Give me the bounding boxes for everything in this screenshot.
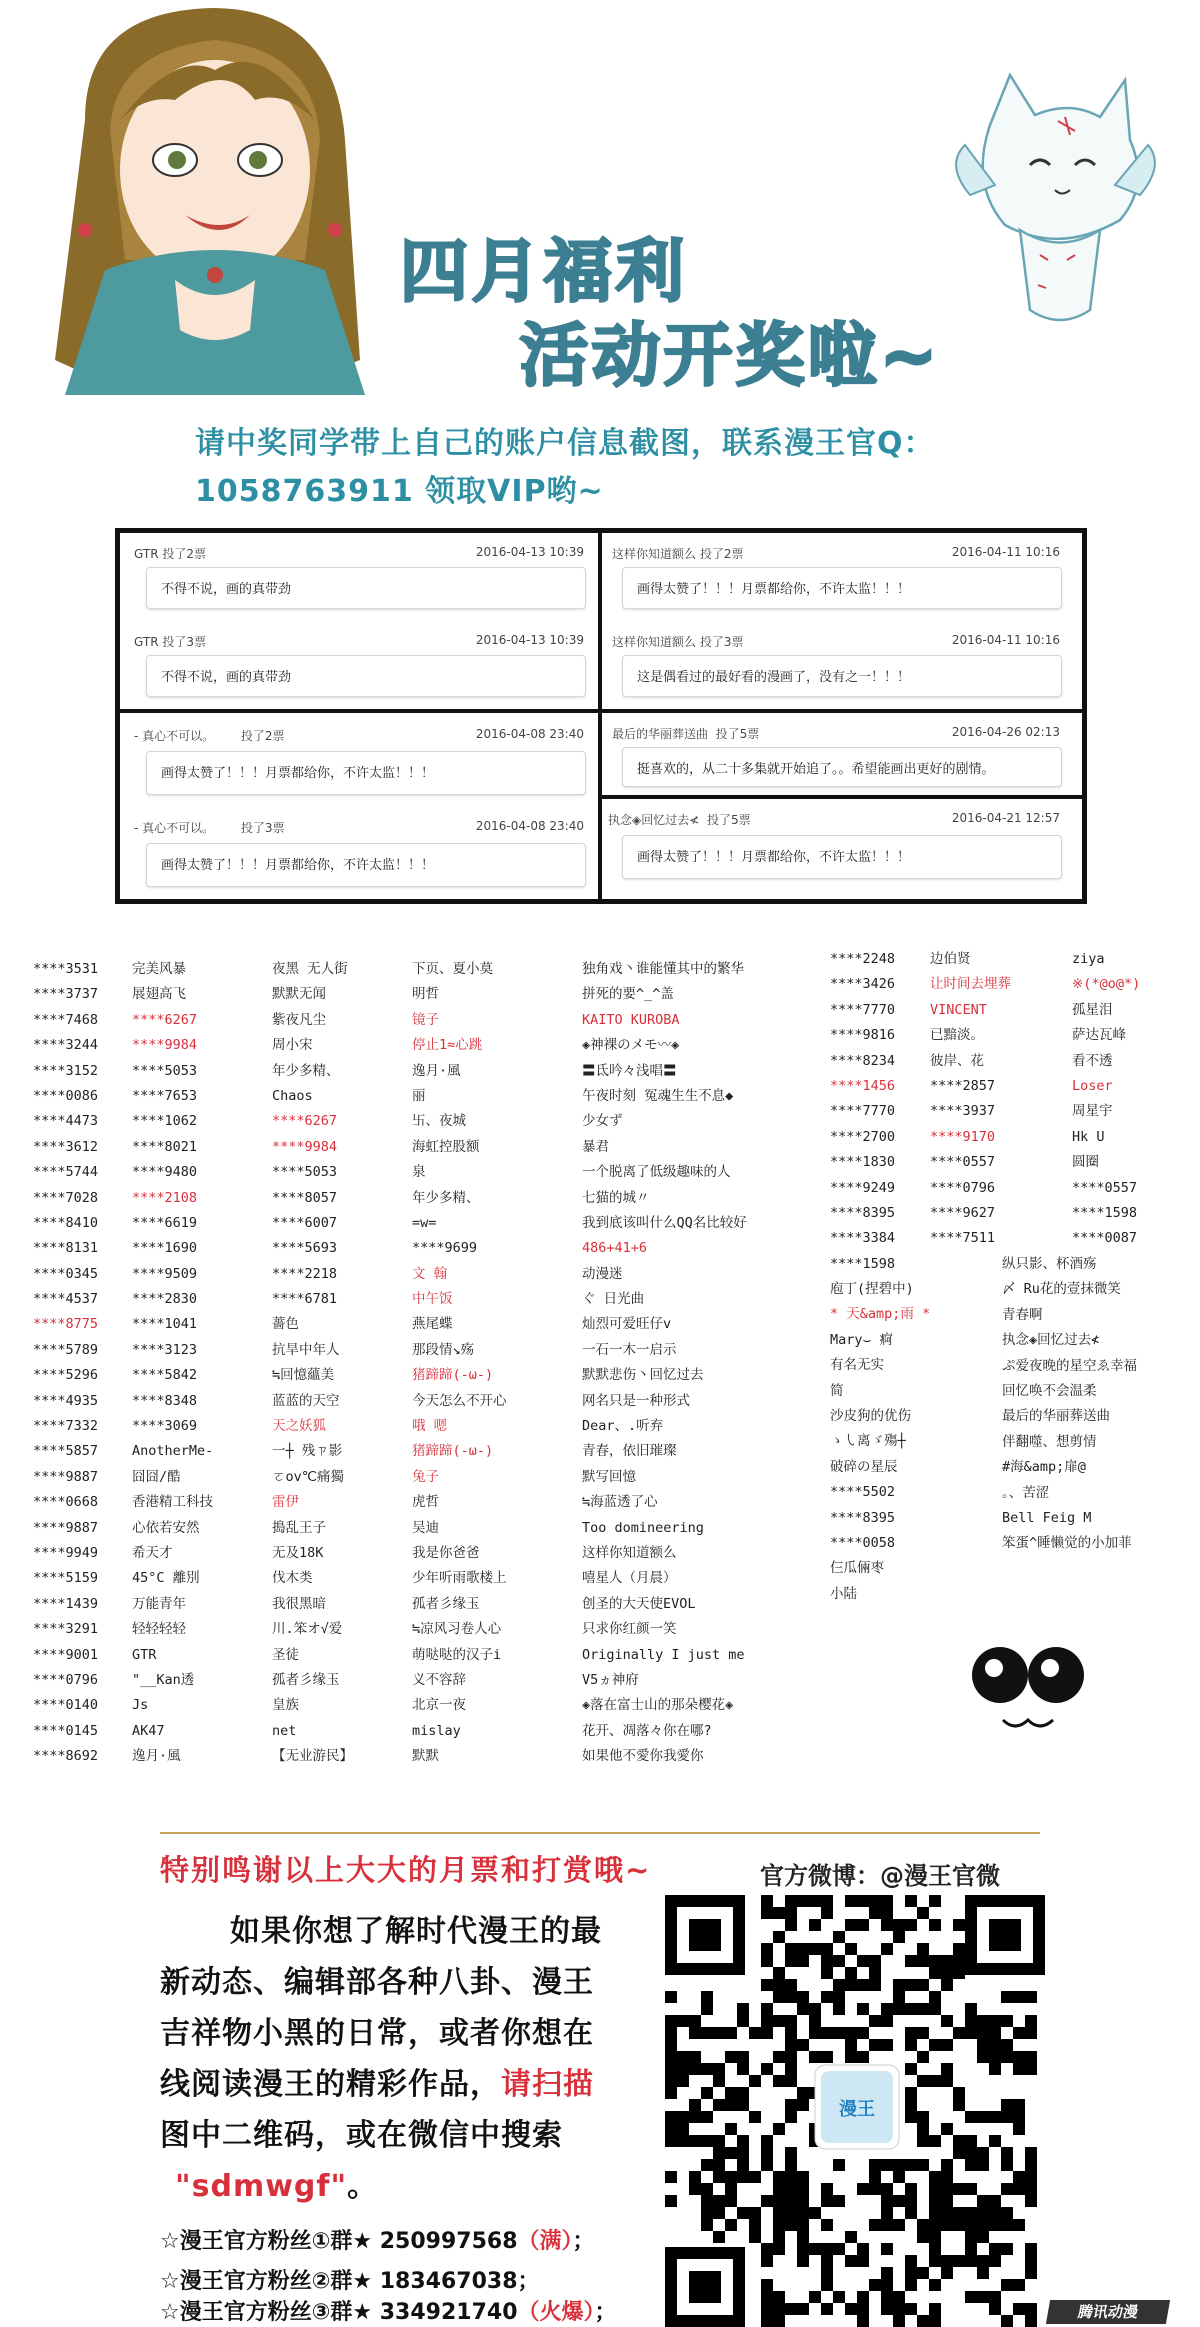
- winner-name: 。、苦涩: [1002, 1484, 1050, 1501]
- winners-column-9: [1002, 1252, 1137, 1557]
- winner-name: 【无业游民】: [272, 1748, 353, 1765]
- winner-name: 虎哲: [412, 1494, 439, 1511]
- winner-name: 年少多精、: [412, 1189, 480, 1206]
- winner-name: 一石一木一启示: [582, 1341, 677, 1358]
- winner-name: Dear、.听弃: [582, 1418, 664, 1435]
- comment-bubble: 挺喜欢的，从二十多集就开始追了。。希望能画出更好的剧情。: [622, 747, 1062, 787]
- winner-name: * 天&amp;雨 *: [830, 1306, 931, 1323]
- winner-name: ****0796: [33, 1671, 99, 1688]
- winner-name: 回忆唤不会温柔: [1002, 1382, 1097, 1399]
- winner-name: ≒海蓝透了心: [582, 1494, 658, 1511]
- winner-name: ****4935: [33, 1392, 99, 1409]
- winner-name: ****9001: [33, 1646, 99, 1663]
- promo-line-5: 图中二维码，或在微信中搜索: [160, 2118, 563, 2153]
- winner-name: ****8348: [132, 1392, 198, 1409]
- winner-name: Hk U: [1072, 1128, 1105, 1145]
- winner-name: 少女ず: [582, 1113, 623, 1130]
- winner-name: 执念◈回忆过去≮: [1002, 1332, 1100, 1349]
- black-blob-mascot: [968, 1640, 1088, 1740]
- winner-name: 明哲: [412, 986, 439, 1003]
- winner-name: ****9699: [412, 1240, 478, 1257]
- winner-name: Originally I just me: [582, 1646, 745, 1663]
- winner-name: Bell Feig M: [1002, 1509, 1092, 1526]
- winner-name: 破碎の星辰: [830, 1458, 898, 1475]
- winner-name: 孤者彡缘玉: [412, 1595, 480, 1612]
- winner-name: net: [272, 1722, 297, 1739]
- winner-name: ゝ㇂离ゞ殤┼: [830, 1433, 906, 1450]
- winner-name: Mary⌣ 痾: [830, 1331, 894, 1348]
- winners-column-4: [412, 957, 507, 1770]
- winner-name: ****3244: [33, 1037, 99, 1054]
- qr-logo-text: 漫王: [839, 2099, 875, 2120]
- winner-name: ****9984: [272, 1138, 338, 1155]
- winner-name: 蓝蓝的天空: [272, 1392, 340, 1409]
- winner-name: 少年听雨歌楼上: [412, 1570, 507, 1587]
- winner-name: ****1598: [1072, 1204, 1138, 1221]
- promo-line-2: 新动态、编辑部各种八卦、漫王: [160, 1965, 594, 2000]
- winner-name: 萨达瓦峰: [1072, 1027, 1126, 1044]
- winner-name: ****8692: [33, 1748, 99, 1765]
- winner-name: 午夜时刻 冤魂生生不息◆: [582, 1087, 734, 1104]
- winner-name: VINCENT: [930, 1001, 987, 1018]
- winner-name: 看不透: [1072, 1052, 1113, 1069]
- winner-name: 如果他不愛你我愛你: [582, 1748, 704, 1765]
- winner-name: 轻轻轻轻: [132, 1621, 186, 1638]
- winner-name: 展翅高飞: [132, 986, 186, 1003]
- girl-character-illustration: [25, 0, 385, 395]
- winner-name: ****0345: [33, 1265, 99, 1282]
- winner-name: 逸月·風: [412, 1062, 461, 1079]
- winner-name: ****0086: [33, 1087, 99, 1104]
- screenshot-card: - 真心不可以。 投了2票 2016-04-08 23:40 画得太赞了！！！月票都给你，不许太监！！！ - 真心不可以。 投了3票 2016-04-08 23:40 画得太赞了！！！月票都给你，不许太监！！！: [118, 711, 600, 901]
- winner-name: ****0668: [33, 1494, 99, 1511]
- winner-name: mislay: [412, 1722, 461, 1739]
- headline-april-benefits: 四月福利: [400, 233, 689, 312]
- winner-name: 紫夜凡尘: [272, 1011, 326, 1028]
- winner-name: ≒凉风习卷人心: [412, 1621, 502, 1638]
- winner-name: 心依若安然: [132, 1519, 200, 1536]
- winner-name: ****1062: [132, 1113, 198, 1130]
- winner-name: 庖丁(捏碧中): [830, 1281, 914, 1298]
- winner-name: ****3123: [132, 1341, 198, 1358]
- comment-screenshots-grid: [115, 528, 1087, 904]
- winner-name: 纵只影、杯酒殇: [1002, 1256, 1097, 1272]
- winner-name: 哦 嗯: [412, 1418, 448, 1435]
- winner-name: ****1456: [830, 1077, 896, 1094]
- winner-name: ****3384: [830, 1230, 896, 1247]
- winner-name: KAITO KUROBA: [582, 1011, 680, 1028]
- comment-bubble: 不得不说，画的真带劲: [146, 655, 586, 697]
- winner-name: ****6267: [132, 1011, 198, 1028]
- winner-name: 丽: [412, 1087, 426, 1104]
- winner-name: 486+41+6: [582, 1240, 648, 1257]
- winner-name: ****7770: [830, 1001, 896, 1018]
- winner-name: 薔色: [272, 1316, 299, 1333]
- winner-name: 已黯淡。: [930, 1027, 984, 1044]
- promo-line-6: "sdmwgf"。: [175, 2169, 379, 2204]
- winner-name: ****3737: [33, 986, 99, 1003]
- winner-name: ※(*@o@*): [1072, 976, 1141, 993]
- winner-name: 义不容辞: [412, 1671, 466, 1688]
- winner-name: ****7468: [33, 1011, 99, 1028]
- winner-name: ****0557: [1072, 1179, 1138, 1196]
- winner-name: ****8395: [830, 1509, 896, 1526]
- winner-name: 周星宇: [1072, 1103, 1113, 1120]
- winner-name: ****7770: [830, 1103, 896, 1120]
- winner-name: ****6267: [272, 1113, 338, 1130]
- winner-name: 万能青年: [132, 1595, 186, 1612]
- winner-name: V5ヵ神府: [582, 1671, 639, 1688]
- winner-name: ****0557: [930, 1154, 996, 1171]
- winner-name: 默默悲伤丶回忆过去: [582, 1367, 704, 1384]
- winner-name: #海&amp;扉@: [1002, 1459, 1086, 1476]
- winner-name: ****2108: [132, 1189, 198, 1206]
- winner-name: ****0140: [33, 1697, 99, 1714]
- winner-name: ****9249: [830, 1179, 896, 1196]
- winner-name: 让时间去埋葬: [930, 976, 1011, 993]
- winner-name: GTR: [132, 1646, 157, 1663]
- winner-name: ****5502: [830, 1484, 896, 1501]
- winner-name: 年少多精、: [272, 1062, 340, 1079]
- winner-name: 动漫迷: [582, 1265, 623, 1282]
- qr-code[interactable]: [665, 1895, 1045, 2327]
- winners-column-2: [132, 957, 213, 1770]
- winner-name: 文 翰: [412, 1265, 448, 1282]
- winner-name: 猪蹄蹄(-ω-): [412, 1367, 494, 1384]
- comment-bubble: 画得太赞了！！！月票都给你，不许太监！！！: [622, 835, 1062, 879]
- winner-name: 停止1≈心跳: [412, 1037, 483, 1054]
- winner-name: 默写回憶: [582, 1468, 636, 1485]
- winner-name: ****2700: [830, 1128, 896, 1145]
- winner-name: 圣徒: [272, 1646, 299, 1663]
- winner-name: 猪蹄蹄(-ω-): [412, 1443, 494, 1460]
- winner-name: 皇族: [272, 1697, 299, 1714]
- winner-name: 逸月·風: [132, 1748, 181, 1765]
- winner-name: ****8057: [272, 1189, 338, 1206]
- winner-name: 七猫的城〃: [582, 1189, 650, 1206]
- winner-name: 暴君: [582, 1138, 609, 1155]
- winner-name: ****5744: [33, 1164, 99, 1181]
- winner-name: ****2857: [930, 1077, 996, 1094]
- winner-name: ㄛov℃痛獨: [272, 1468, 344, 1485]
- winner-name: ≒回憶蘊美: [272, 1367, 335, 1384]
- winner-name: ****2248: [830, 951, 896, 967]
- winner-name: ****9984: [132, 1037, 198, 1054]
- winner-name: 〓氐吟々浅唱〓: [582, 1062, 677, 1079]
- winner-name: 川.笨オ√爱: [272, 1621, 343, 1638]
- winner-name: 简: [830, 1382, 844, 1399]
- winner-name: 45°C 離別: [132, 1570, 200, 1587]
- winner-name: 青春，依旧璀璨: [582, 1443, 677, 1460]
- instruction-line-2: 1058763911 领取VIP哟~: [195, 474, 604, 509]
- winner-name: ****9949: [33, 1544, 99, 1561]
- winner-name: ****8410: [33, 1214, 99, 1231]
- winner-name: 我是你爸爸: [412, 1544, 480, 1561]
- fan-group-3: ☆漫王官方粉丝③群★ 334921740（火爆）；: [160, 2300, 617, 2325]
- winner-name: ****1830: [830, 1154, 896, 1171]
- winner-name: ****3069: [132, 1418, 198, 1435]
- winner-name: 沙皮狗的优伤: [830, 1408, 911, 1425]
- winner-name: 天之妖狐: [272, 1418, 326, 1435]
- winner-name: ****3531: [33, 961, 99, 977]
- winner-name: 无及18K: [272, 1544, 324, 1561]
- winner-name: 抗旱中年人: [272, 1341, 340, 1358]
- winner-name: 萌哒哒的汉子i: [412, 1646, 502, 1663]
- winner-name: 完美风暴: [132, 961, 186, 977]
- winner-name: 香港精工科技: [132, 1494, 213, 1511]
- comment-bubble: 画得太赞了！！！月票都给你，不许太监！！！: [622, 567, 1062, 609]
- winner-name: ****9887: [33, 1468, 99, 1485]
- winner-name: 泉: [412, 1164, 426, 1181]
- winner-name: 一个脱离了低级趣味的人: [582, 1164, 731, 1181]
- winner-name: ****3937: [930, 1103, 996, 1120]
- winner-name: 下页、夏小莫: [412, 961, 493, 977]
- winner-name: 圆圈: [1072, 1154, 1099, 1171]
- winner-name: ****6781: [272, 1291, 338, 1308]
- winner-name: 海虹控股额: [412, 1138, 480, 1155]
- winner-name: 一┼ 残ㄗ影: [272, 1443, 343, 1460]
- winner-name: 孤星泪: [1072, 1001, 1113, 1018]
- cat-mascot-illustration: [950, 55, 1160, 335]
- winner-name: ****6619: [132, 1214, 198, 1231]
- winner-name: ****0087: [1072, 1230, 1138, 1247]
- winner-name: ****8021: [132, 1138, 198, 1155]
- winner-name: ****9170: [930, 1128, 996, 1145]
- winner-name: 那段情↘殇: [412, 1341, 475, 1358]
- winner-name: ****7653: [132, 1087, 198, 1104]
- winner-name: ****5789: [33, 1341, 99, 1358]
- screenshot-card: 这样你知道额么 投了2票 2016-04-11 10:16 画得太赞了！！！月票都给你，不许太监！！！ 这样你知道额么 投了3票 2016-04-11 10:16 这是偶看过的最好看的漫画了，没有之一！！！: [600, 531, 1084, 711]
- comment-bubble: 画得太赞了！！！月票都给你，不许太监！！！: [146, 843, 586, 887]
- official-weibo: 官方微博：@漫王官微: [760, 1862, 1000, 1890]
- screenshot-card: 执念◈回忆过去≮ 投了5票 2016-04-21 12:57 画得太赞了！！！月票都给你，不许太监！！！: [600, 797, 1084, 901]
- winner-name: 最后的华丽葬送曲: [1002, 1408, 1110, 1425]
- winner-name: 边伯贤: [930, 951, 971, 967]
- winner-name: Chaos: [272, 1087, 313, 1104]
- winner-name: ****8234: [830, 1052, 896, 1069]
- winner-name: ****3152: [33, 1062, 99, 1079]
- winner-name: 网名只是一种形式: [582, 1392, 690, 1409]
- winner-name: 创圣的大天使EVOL: [582, 1595, 696, 1612]
- winner-name: 今天怎么不开心: [412, 1392, 507, 1409]
- promo-line-3: 吉祥物小黑的日常，或者你想在: [160, 2016, 594, 2051]
- winner-name: ****1041: [132, 1316, 198, 1333]
- winners-column-1: [33, 957, 98, 1770]
- winner-name: 仨瓜倆枣: [830, 1560, 884, 1577]
- winner-name: ****9509: [132, 1265, 198, 1282]
- winner-name: ****1439: [33, 1595, 99, 1612]
- winner-name: ****5693: [272, 1240, 338, 1257]
- winner-name: 青春啊: [1002, 1306, 1043, 1323]
- headline-prize-draw: 活动开奖啦~: [520, 317, 941, 396]
- winner-name: ぐ 日光曲: [582, 1291, 645, 1308]
- winner-name: ****2218: [272, 1265, 338, 1282]
- winner-name: ****4473: [33, 1113, 99, 1130]
- winner-name: 笨蛋^睡懒觉的小加菲: [1002, 1535, 1132, 1552]
- winner-name: ****9480: [132, 1164, 198, 1181]
- winner-name: 小陆: [830, 1585, 857, 1602]
- promo-line-4: 线阅读漫王的精彩作品，请扫描: [160, 2067, 594, 2102]
- winner-name: Js: [132, 1697, 149, 1714]
- winner-name: 囧囧/酷: [132, 1468, 181, 1485]
- winner-name: ****0796: [930, 1179, 996, 1196]
- winner-name: ****4537: [33, 1291, 99, 1308]
- winner-name: 夜黑 无人街: [272, 961, 348, 977]
- winner-name: AK47: [132, 1722, 165, 1739]
- winner-name: 希天才: [132, 1544, 173, 1561]
- winner-name: 周小宋: [272, 1037, 313, 1054]
- winner-name: ****9887: [33, 1519, 99, 1536]
- winner-name: 北京一夜: [412, 1697, 466, 1714]
- winner-name: ****0145: [33, 1722, 99, 1739]
- winner-name: 默默: [412, 1748, 439, 1765]
- winner-name: 拼死的要^_^盖: [582, 986, 674, 1003]
- winners-column-6: [830, 947, 930, 1607]
- comment-bubble: 这是偶看过的最好看的漫画了，没有之一！！！: [622, 655, 1062, 697]
- winner-name: Loser: [1072, 1077, 1113, 1094]
- screenshot-card: 最后的华丽葬送曲 投了5票 2016-04-26 02:13 挺喜欢的，从二十多集就开始追了。。希望能画出更好的剧情。: [600, 711, 1084, 797]
- winner-name: 灿烈可爱旺仔v: [582, 1316, 672, 1333]
- winner-name: ****9816: [830, 1027, 896, 1044]
- divider-line: [160, 1832, 1040, 1834]
- fan-group-1: ☆漫王官方粉丝①群★ 250997568（满）；: [160, 2229, 595, 2254]
- winner-name: ****5159: [33, 1570, 99, 1587]
- winner-name: ****5296: [33, 1367, 99, 1384]
- winner-name: 花开、凋落々你在哪?: [582, 1722, 712, 1739]
- winner-name: ziya: [1072, 951, 1105, 967]
- winner-name: 镜子: [412, 1011, 439, 1028]
- winner-name: 只求你红颜一笑: [582, 1621, 677, 1638]
- winner-name: 伴翻噬、想剪情: [1002, 1433, 1097, 1450]
- winner-name: ****1690: [132, 1240, 198, 1257]
- winner-name: 独角戏丶谁能懂其中的繁华: [582, 961, 744, 977]
- winner-name: AnotherMe-: [132, 1443, 214, 1460]
- winner-name: ****7028: [33, 1189, 99, 1206]
- instruction-line-1: 请中奖同学带上自己的账户信息截图，联系漫王官Q：: [195, 426, 935, 461]
- special-thanks-text: 特别鸣谢以上大大的月票和打赏哦~: [160, 1853, 652, 1887]
- winner-name: 雷伊: [272, 1494, 299, 1511]
- winner-name: ****5857: [33, 1443, 99, 1460]
- comment-bubble: 画得太赞了！！！月票都给你，不许太监！！！: [146, 751, 586, 795]
- winner-name: ****3426: [830, 976, 896, 993]
- winner-name: ****7332: [33, 1418, 99, 1435]
- winner-name: ****5842: [132, 1367, 198, 1384]
- winner-name: ****8395: [830, 1204, 896, 1221]
- winner-name: 嘻星人（月晨）: [582, 1570, 677, 1587]
- fan-group-2: ☆漫王官方粉丝②群★ 183467038；: [160, 2269, 540, 2294]
- winner-name: 默默无闻: [272, 986, 326, 1003]
- winner-name: ◈落在富士山的那朵樱花◈: [582, 1697, 734, 1714]
- winners-column-8: [1072, 947, 1140, 1252]
- winner-name: ****6007: [272, 1214, 338, 1231]
- winner-name: =w=: [412, 1214, 437, 1231]
- winner-name: ◈神裸のメモ〰◈: [582, 1037, 680, 1054]
- winner-name: 吴迪: [412, 1519, 439, 1536]
- winners-column-7: [930, 947, 1011, 1252]
- winner-name: ****8775: [33, 1316, 99, 1333]
- winners-column-3: [272, 957, 353, 1770]
- comment-bubble: 不得不说，画的真带劲: [146, 567, 586, 609]
- winner-name: 我到底该叫什么QQ名比较好: [582, 1214, 747, 1231]
- tencent-comics-watermark: 腾讯动漫: [1046, 2300, 1170, 2324]
- winner-name: "__Kan透: [132, 1671, 195, 1688]
- winner-name: ****1598: [830, 1255, 896, 1272]
- winner-name: 〆 Ru花的壹抹微笑: [1002, 1281, 1121, 1298]
- winner-name: 燕尾蝶: [412, 1316, 453, 1333]
- winner-name: 有名无实: [830, 1357, 884, 1374]
- winner-name: 中午饭: [412, 1291, 453, 1308]
- winner-name: ****0058: [830, 1534, 896, 1551]
- winner-name: 伐木类: [272, 1570, 313, 1587]
- winner-name: ****3612: [33, 1138, 99, 1155]
- winner-name: ****3291: [33, 1621, 99, 1638]
- winner-name: 卐、夜城: [412, 1113, 466, 1130]
- winner-name: 兔子: [412, 1468, 439, 1485]
- winner-name: ****8131: [33, 1240, 99, 1257]
- winner-name: ****5053: [272, 1164, 338, 1181]
- winner-name: 我很黑暗: [272, 1595, 326, 1612]
- winner-name: 这样你知道额么: [582, 1544, 677, 1561]
- winner-name: 搗乱王子: [272, 1519, 326, 1536]
- winner-name: Too domineering: [582, 1519, 704, 1536]
- winner-name: ****2830: [132, 1291, 198, 1308]
- winners-column-5: [582, 957, 747, 1770]
- winner-name: ****9627: [930, 1204, 996, 1221]
- winner-name: 孤者彡缘玉: [272, 1671, 340, 1688]
- winner-name: ****5053: [132, 1062, 198, 1079]
- winner-name: 彼岸、花: [930, 1052, 984, 1069]
- screenshot-card: GTR 投了2票 2016-04-13 10:39 不得不说，画的真带劲 GTR 投了3票 2016-04-13 10:39 不得不说，画的真带劲: [118, 531, 600, 711]
- winner-name: ぷ爱夜晚的星空ゑ幸福: [1002, 1357, 1137, 1374]
- winner-name: ****7511: [930, 1230, 996, 1247]
- promo-line-1: 如果你想了解时代漫王的最: [230, 1914, 602, 1949]
